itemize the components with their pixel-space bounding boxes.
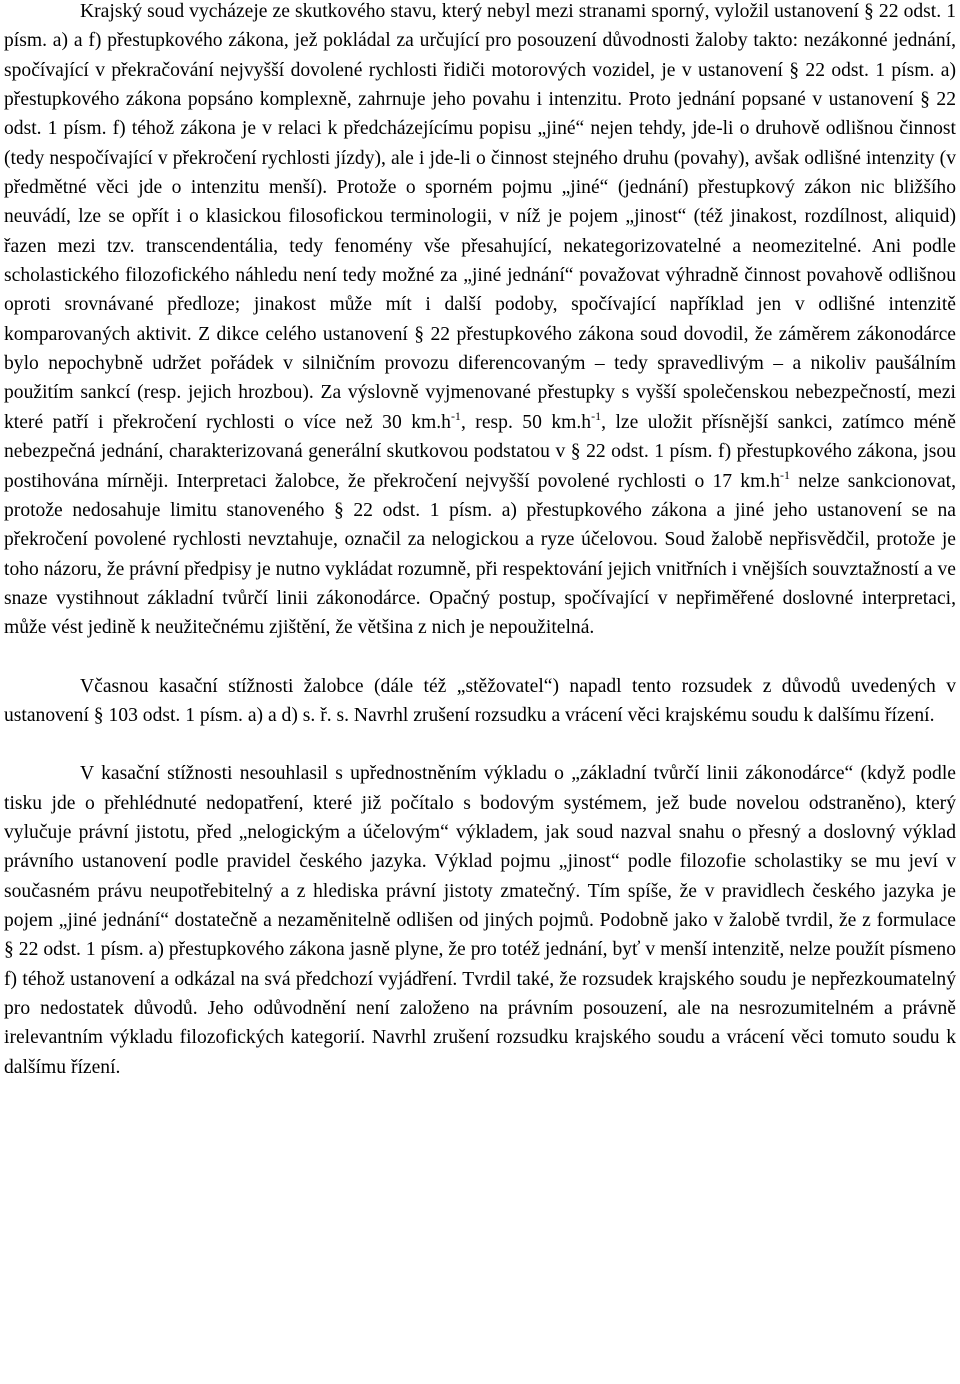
text-run: , resp. 50 km.h (460, 411, 592, 433)
superscript-exponent: -1 (450, 408, 461, 423)
text-run: nelze sankcionovat, protože nedosahuje limitu stanoveného § 22 odst. 1 písm. a) přestupkového zákona a jiné jeho ustanovení se na překročení povolené rychlosti nevztahuje, označil za nelogickou a ryze účelovou. Soud žalobě nepřisvědčil, protože je toho názoru, že právní předpisy je nutno vykládat rozumně, při respektování jejich vnitřních i vnějších souvztažností a ve snaze vystihnout základní tvůrčí linii zákonodárce. Opačný postup, spočívající v nepřiměřené doslovné interpretaci, může vést jedině k neužitečnému zjištění, že většina z nich je nepoužitelná. (4, 470, 956, 639)
superscript-exponent: -1 (780, 467, 791, 482)
superscript-exponent: -1 (591, 408, 602, 423)
text-run: Krajský soud vycházeje ze skutkového stavu, který nebyl mezi stranami sporný, vyložil ustanovení § 22 odst. 1 písm. a) a f) přestupkového zákona, jež pokládal za určující pro posouzení důvodnosti žaloby takto: nezákonné jednání, spočívající v překračování nejvyšší dovolené rychlosti řidiči motorových vozidel, je v ustanovení § 22 odst. 1 písm. a) přestupkového zákona popsáno komplexně, zahrnuje jeho povahu i intenzitu. Proto jednání popsané v ustanovení § 22 odst. 1 písm. f) téhož zákona je v relaci k předcházejícímu popisu „jiné“ nejen tehdy, jde-li o druhově odlišnou činnost (tedy nespočívající v překročení rychlosti jízdy), ale i jde-li o činnost stejného druhu (povahy), avšak odlišné intenzity (v předmětné věci jde o intenzitu menší). Protože o sporném pojmu „jiné“ (jednání) přestupkový zákon nic bližšího neuvádí, lze se opřít i o klasickou filosofickou terminologii, v níž je pojem „jinost“ (též jinakost, rozdílnost, aliquid) řazen mezi tzv. transcendentália, tedy fenomény vše přesahující, nekategorizovatelné a neomezitelné. Ani podle scholastického filozofického náhledu není tedy možné za „jiné jednání“ považovat výhradně činnost povahově odlišnou oproti srovnávané předloze; jinakost může mít i další podoby, spočívající například jen v odlišné intenzitě komparovaných aktivit. Z dikce celého ustanovení § 22 přestupkového zákona soud dovodil, že záměrem zákonodárce bylo nepochybně udržet pořádek v silničním provozu diferencovaným – tedy spravedlivým – a nikoliv paušálním použitím sankcí (resp. jejich hrozbou). Za výslovně vyjmenované přestupky s vyšší společenskou nebezpečností, mezi které patří i překročení rychlosti o více než 30 km.h (4, 1, 956, 433)
text-run: , lze uložit přísnější sankci, zatímco méně nebezpečná jednání, charakterizovaná generální skutkovou podstatou v § 22 odst. 1 písm. f) přestupkového zákona, jsou postihována mírněji. Interpretaci žalobce, že překročení nejvyšší povolené rychlosti o 17 km.h (4, 411, 957, 492)
text-run: Včasnou kasační stížnosti žalobce (dále též „stěžovatel“) napadl tento rozsudek z důvodů uvedených v ustanovení § 103 odst. 1 písm. a) a d) s. ř. s. Navrhl zrušení rozsudku a vrácení věci krajskému soudu k dalšímu řízení. (4, 675, 956, 726)
paragraph-complainant-arguments (4, 759, 956, 1082)
paragraph-cassation-complaint (4, 672, 956, 731)
text-run: V kasační stížnosti nesouhlasil s upřednostněním výkladu o „základní tvůrčí linii zákonodárce“ (když podle tisku jde o přehlédnuté nedopatření, které již počítalo s bodovým systémem, jež bude novelou odstraněno), který vylučuje právní jistotu, před „nelogickým a účelovým“ výkladem, jak soud nazval snahu o přesný a doslovný výklad právního ustanovení podle pravidel českého jazyka. Výklad pojmu „jinost“ podle filozofie scholastiky se mu jeví v současném právu neupotřebitelný a z hlediska právní jistoty zmatečný. Tím spíše, že v pravidlech českého jazyka je pojem „jiné jednání“ dostatečně a nezaměnitelně odlišen od jiných pojmů. Podobně jako v žalobě tvrdil, že z formulace § 22 odst. 1 písm. a) přestupkového zákona jasně plyne, že pro totéž jednání, byť v menší intenzitě, nelze použít písmeno f) téhož ustanovení a odkázal na svá předchozí vyjádření. Tvrdil také, že rozsudek krajského soudu je nepřezkoumatelný pro nedostatek důvodů. Jeho odůvodnění není založeno na právním posouzení, ale na nesrozumitelném a právně irelevantním výkladu filozofických kategorií. Navrhl zrušení rozsudku krajského soudu a vrácení věci tomuto soudu k dalšímu řízení. (4, 763, 956, 1078)
paragraph-regional-court-reasoning (4, 0, 956, 643)
